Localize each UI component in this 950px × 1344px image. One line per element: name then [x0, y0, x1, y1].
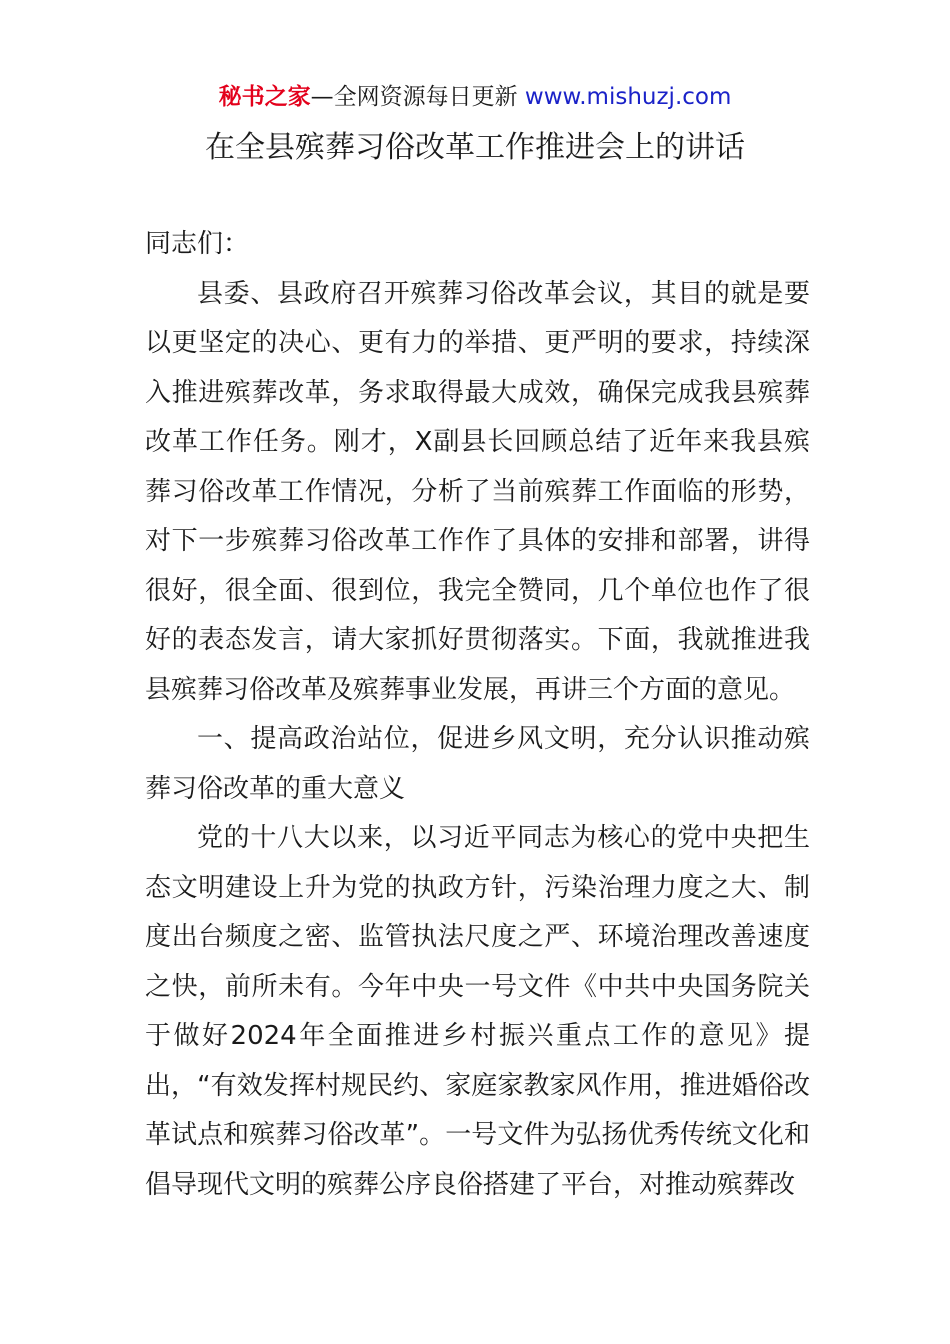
site-header: [0, 80, 950, 114]
site-url-link[interactable]: www.mishuzj.com: [524, 84, 732, 110]
site-brand: 秘书之家: [218, 84, 311, 110]
document-body: [145, 220, 810, 1210]
paragraph: 县委、县政府召开殡葬习俗改革会议，其目的就是要以更坚定的决心、更有力的举措、更严明的要求，持续深入推进殡葬改革，务求取得最大成效，确保完成我县殡葬改革工作任务。刚才，X副县长回顾总结了近年来我县殡葬习俗改革工作情况，分析了当前殡葬工作面临的形势，对下一步殡葬习俗改革工作作了具体的安排和部署，讲得很好，很全面、很到位，我完全赞同，几个单位也作了很好的表态发言，请大家抓好贯彻落实。下面，我就推进我县殡葬习俗改革及殡葬事业发展，再讲三个方面的意见。: [145, 278, 810, 705]
salutation: 同志们：: [145, 229, 250, 259]
section-heading: 一、提高政治站位，促进乡风文明，充分认识推动殡葬习俗改革的重大意义: [145, 724, 810, 804]
site-tagline: —全网资源每日更新: [310, 84, 525, 110]
paragraph: 党的十八大以来，以习近平同志为核心的党中央把生态文明建设上升为党的执政方针，污染治理力度之大、制度出台频度之密、监管执法尺度之严、环境治理改善速度之快，前所未有。今年中央一号文件《中共中央国务院关于做好2024年全面推进乡村振兴重点工作的意见》提出，“有效发挥村规民约、家庭家教家风作用，推进婚俗改革试点和殡葬习俗改革”。一号文件为弘扬优秀传统文化和倡导现代文明的殡葬公序良俗搭建了平台，对推动殡葬改: [145, 823, 810, 1200]
document-title: 在全县殡葬习俗改革工作推进会上的讲话: [205, 130, 745, 165]
